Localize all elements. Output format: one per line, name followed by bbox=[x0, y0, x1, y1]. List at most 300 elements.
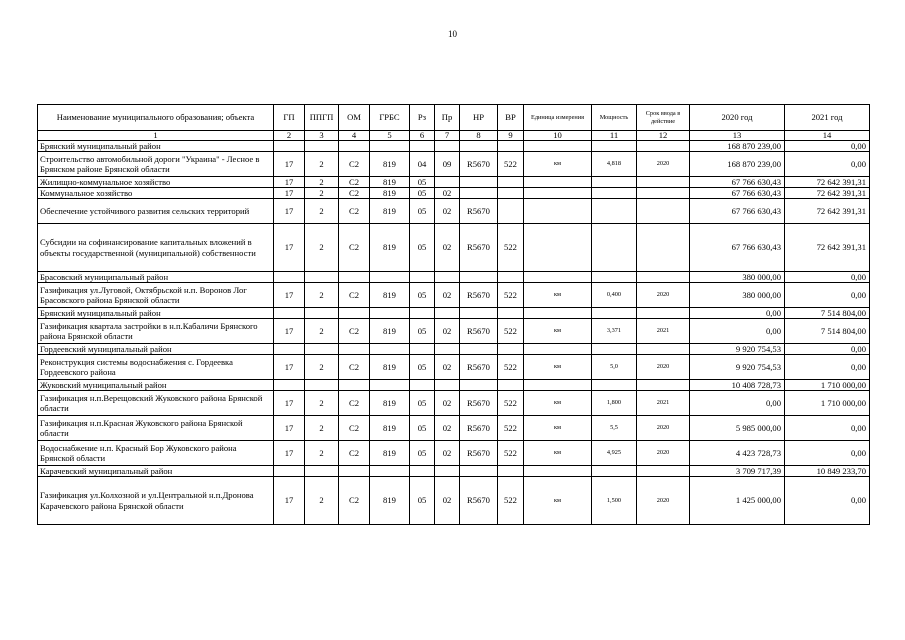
grbs-cell: 819 bbox=[370, 283, 410, 308]
rz-cell: 05 bbox=[410, 177, 435, 188]
unit-cell bbox=[524, 224, 592, 272]
unit-cell: км bbox=[524, 355, 592, 380]
grbs-cell: 819 bbox=[370, 199, 410, 224]
amount-2021-cell: 0,00 bbox=[785, 283, 870, 308]
capacity-cell: 4,818 bbox=[592, 152, 637, 177]
amount-2021-cell: 0,00 bbox=[785, 152, 870, 177]
vr-cell: 9 bbox=[498, 131, 524, 141]
om-cell: С2 bbox=[339, 441, 370, 466]
amount-2020-cell: 4 423 728,73 bbox=[690, 441, 785, 466]
om-cell bbox=[339, 272, 370, 283]
amount-2021-cell: 14 bbox=[785, 131, 870, 141]
grbs-cell: 819 bbox=[370, 441, 410, 466]
rz-cell bbox=[410, 272, 435, 283]
capacity-cell bbox=[592, 141, 637, 152]
amount-2021-cell: 0,00 bbox=[785, 141, 870, 152]
object-name-cell: Газификация н.п.Красная Жуковского района Брянской области bbox=[38, 416, 274, 441]
ppgp-cell bbox=[305, 308, 339, 319]
amount-2020-cell: 9 920 754,53 bbox=[690, 344, 785, 355]
commissioning-year-cell: 2020 bbox=[637, 416, 690, 441]
gp-cell bbox=[274, 380, 305, 391]
commissioning-year-cell bbox=[637, 466, 690, 477]
ppgp-cell: 2 bbox=[305, 416, 339, 441]
nr-cell bbox=[460, 141, 498, 152]
capacity-cell bbox=[592, 199, 637, 224]
pr-cell: 02 bbox=[435, 391, 460, 416]
ppgp-cell: ППГП bbox=[305, 105, 339, 131]
vr-cell bbox=[498, 380, 524, 391]
ppgp-cell bbox=[305, 141, 339, 152]
capacity-cell: 1,800 bbox=[592, 391, 637, 416]
amount-2021-cell: 0,00 bbox=[785, 344, 870, 355]
object-row bbox=[38, 152, 870, 177]
ppgp-cell bbox=[305, 466, 339, 477]
gp-cell: 17 bbox=[274, 188, 305, 199]
grbs-cell: 819 bbox=[370, 355, 410, 380]
amount-2020-cell: 10 408 728,73 bbox=[690, 380, 785, 391]
nr-cell: 8 bbox=[460, 131, 498, 141]
amount-2021-cell: 7 514 804,00 bbox=[785, 319, 870, 344]
rz-cell: 05 bbox=[410, 355, 435, 380]
grbs-cell: 5 bbox=[370, 131, 410, 141]
gp-cell bbox=[274, 141, 305, 152]
amount-2020-cell: 0,00 bbox=[690, 391, 785, 416]
unit-cell: км bbox=[524, 391, 592, 416]
unit-cell: км bbox=[524, 283, 592, 308]
amount-2020-cell: 380 000,00 bbox=[690, 272, 785, 283]
summary-row bbox=[38, 272, 870, 283]
object-row bbox=[38, 391, 870, 416]
om-cell: С2 bbox=[339, 355, 370, 380]
unit-cell: км bbox=[524, 416, 592, 441]
gp-cell bbox=[274, 466, 305, 477]
nr-cell bbox=[460, 344, 498, 355]
amount-2021-cell: 2021 год bbox=[785, 105, 870, 131]
amount-2021-cell: 10 849 233,70 bbox=[785, 466, 870, 477]
gp-cell bbox=[274, 272, 305, 283]
om-cell: С2 bbox=[339, 283, 370, 308]
om-cell: ОМ bbox=[339, 105, 370, 131]
rz-cell bbox=[410, 141, 435, 152]
amount-2020-cell: 67 766 630,43 bbox=[690, 188, 785, 199]
vr-cell bbox=[498, 344, 524, 355]
pr-cell bbox=[435, 141, 460, 152]
amount-2021-cell: 72 642 391,31 bbox=[785, 199, 870, 224]
amount-2021-cell: 1 710 000,00 bbox=[785, 391, 870, 416]
nr-cell: R5670 bbox=[460, 477, 498, 525]
object-name-cell: Субсидии на софинансирование капитальных вложений в объекты государственной (муниципальной) собственности bbox=[38, 224, 274, 272]
nr-cell bbox=[460, 380, 498, 391]
unit-cell bbox=[524, 344, 592, 355]
capacity-cell: 3,371 bbox=[592, 319, 637, 344]
vr-cell: 522 bbox=[498, 441, 524, 466]
amount-2020-cell: 67 766 630,43 bbox=[690, 199, 785, 224]
gp-cell: 17 bbox=[274, 441, 305, 466]
amount-2020-cell: 3 709 717,39 bbox=[690, 466, 785, 477]
commissioning-year-cell bbox=[637, 199, 690, 224]
object-name-cell: Наименование муниципального образования; объекта bbox=[38, 105, 274, 131]
amount-2020-cell: 5 985 000,00 bbox=[690, 416, 785, 441]
commissioning-year-cell: 2021 bbox=[637, 319, 690, 344]
grbs-cell bbox=[370, 344, 410, 355]
object-name-cell: Брасовский муниципальный район bbox=[38, 272, 274, 283]
vr-cell: 522 bbox=[498, 319, 524, 344]
summary-row bbox=[38, 177, 870, 188]
amount-2020-cell: 168 870 239,00 bbox=[690, 141, 785, 152]
om-cell: С2 bbox=[339, 152, 370, 177]
nr-cell: R5670 bbox=[460, 152, 498, 177]
grbs-cell bbox=[370, 141, 410, 152]
pr-cell: 02 bbox=[435, 355, 460, 380]
gp-cell bbox=[274, 308, 305, 319]
unit-cell bbox=[524, 177, 592, 188]
amount-2021-cell: 7 514 804,00 bbox=[785, 308, 870, 319]
unit-cell: км bbox=[524, 319, 592, 344]
commissioning-year-cell bbox=[637, 380, 690, 391]
ppgp-cell: 2 bbox=[305, 224, 339, 272]
grbs-cell: ГРБС bbox=[370, 105, 410, 131]
rz-cell: Рз bbox=[410, 105, 435, 131]
pr-cell: 7 bbox=[435, 131, 460, 141]
object-name-cell: Коммунальное хозяйство bbox=[38, 188, 274, 199]
vr-cell: 522 bbox=[498, 152, 524, 177]
object-name-cell: Газификация квартала застройки в н.п.Кабаличи Брянского района Брянской области bbox=[38, 319, 274, 344]
header-row bbox=[38, 105, 870, 131]
amount-2020-cell: 9 920 754,53 bbox=[690, 355, 785, 380]
om-cell bbox=[339, 380, 370, 391]
ppgp-cell bbox=[305, 272, 339, 283]
rz-cell: 05 bbox=[410, 199, 435, 224]
capacity-cell bbox=[592, 380, 637, 391]
commissioning-year-cell bbox=[637, 141, 690, 152]
nr-cell: R5670 bbox=[460, 283, 498, 308]
commissioning-year-cell: Срок ввода в действие bbox=[637, 105, 690, 131]
om-cell: 4 bbox=[339, 131, 370, 141]
gp-cell: 17 bbox=[274, 391, 305, 416]
vr-cell bbox=[498, 199, 524, 224]
gp-cell: ГП bbox=[274, 105, 305, 131]
commissioning-year-cell: 2020 bbox=[637, 441, 690, 466]
vr-cell: 522 bbox=[498, 416, 524, 441]
ppgp-cell bbox=[305, 380, 339, 391]
pr-cell: 02 bbox=[435, 319, 460, 344]
object-name-cell: Газификация ул.Луговой, Октябрьской н.п. Воронов Лог Брасовского района Брянской области bbox=[38, 283, 274, 308]
gp-cell: 17 bbox=[274, 477, 305, 525]
nr-cell: R5670 bbox=[460, 319, 498, 344]
vr-cell: 522 bbox=[498, 224, 524, 272]
rz-cell: 05 bbox=[410, 391, 435, 416]
object-name-cell: Обеспечение устойчивого развития сельских территорий bbox=[38, 199, 274, 224]
gp-cell: 2 bbox=[274, 131, 305, 141]
om-cell bbox=[339, 466, 370, 477]
amount-2020-cell: 0,00 bbox=[690, 308, 785, 319]
pr-cell: 02 bbox=[435, 188, 460, 199]
unit-cell: км bbox=[524, 441, 592, 466]
object-name-cell: Брянский муниципальный район bbox=[38, 308, 274, 319]
pr-cell: 09 bbox=[435, 152, 460, 177]
om-cell: С2 bbox=[339, 224, 370, 272]
gp-cell: 17 bbox=[274, 416, 305, 441]
rz-cell: 05 bbox=[410, 319, 435, 344]
commissioning-year-cell bbox=[637, 344, 690, 355]
amount-2021-cell: 0,00 bbox=[785, 477, 870, 525]
rz-cell bbox=[410, 466, 435, 477]
capacity-cell: 1,500 bbox=[592, 477, 637, 525]
grbs-cell: 819 bbox=[370, 188, 410, 199]
summary-row bbox=[38, 344, 870, 355]
ppgp-cell: 2 bbox=[305, 283, 339, 308]
nr-cell bbox=[460, 308, 498, 319]
ppgp-cell: 2 bbox=[305, 355, 339, 380]
ppgp-cell: 3 bbox=[305, 131, 339, 141]
pr-cell: 02 bbox=[435, 199, 460, 224]
object-name-cell: Гордеевский муниципальный район bbox=[38, 344, 274, 355]
ppgp-cell: 2 bbox=[305, 477, 339, 525]
pr-cell: 02 bbox=[435, 224, 460, 272]
amount-2021-cell: 1 710 000,00 bbox=[785, 380, 870, 391]
object-name-cell: Строительство автомобильной дороги "Украина" - Лесное в Брянском районе Брянской области bbox=[38, 152, 274, 177]
nr-cell: R5670 bbox=[460, 355, 498, 380]
object-name-cell: Реконструкция системы водоснабжения с. Гордеевка Гордеевского района bbox=[38, 355, 274, 380]
capacity-cell: 5,0 bbox=[592, 355, 637, 380]
capacity-cell bbox=[592, 466, 637, 477]
pr-cell bbox=[435, 272, 460, 283]
nr-cell: НР bbox=[460, 105, 498, 131]
amount-2021-cell: 0,00 bbox=[785, 355, 870, 380]
amount-2020-cell: 67 766 630,43 bbox=[690, 224, 785, 272]
ppgp-cell: 2 bbox=[305, 441, 339, 466]
rz-cell: 05 bbox=[410, 224, 435, 272]
unit-cell bbox=[524, 141, 592, 152]
nr-cell: R5670 bbox=[460, 199, 498, 224]
object-name-cell: Газификация н.п.Верещовский Жуковского района Брянской области bbox=[38, 391, 274, 416]
vr-cell bbox=[498, 466, 524, 477]
rz-cell: 05 bbox=[410, 441, 435, 466]
unit-cell: км bbox=[524, 477, 592, 525]
object-row bbox=[38, 199, 870, 224]
grbs-cell bbox=[370, 466, 410, 477]
pr-cell: 02 bbox=[435, 477, 460, 525]
vr-cell: 522 bbox=[498, 477, 524, 525]
ppgp-cell: 2 bbox=[305, 319, 339, 344]
grbs-cell: 819 bbox=[370, 477, 410, 525]
capacity-cell: 4,925 bbox=[592, 441, 637, 466]
capacity-cell bbox=[592, 344, 637, 355]
om-cell: С2 bbox=[339, 391, 370, 416]
commissioning-year-cell: 2020 bbox=[637, 283, 690, 308]
nr-cell: R5670 bbox=[460, 224, 498, 272]
nr-cell: R5670 bbox=[460, 391, 498, 416]
om-cell: С2 bbox=[339, 319, 370, 344]
summary-row bbox=[38, 466, 870, 477]
gp-cell: 17 bbox=[274, 355, 305, 380]
object-row bbox=[38, 319, 870, 344]
om-cell: С2 bbox=[339, 477, 370, 525]
amount-2021-cell: 0,00 bbox=[785, 441, 870, 466]
ppgp-cell: 2 bbox=[305, 177, 339, 188]
grbs-cell bbox=[370, 272, 410, 283]
ppgp-cell: 2 bbox=[305, 199, 339, 224]
amount-2021-cell: 72 642 391,31 bbox=[785, 188, 870, 199]
vr-cell: 522 bbox=[498, 355, 524, 380]
unit-cell: 10 bbox=[524, 131, 592, 141]
ppgp-cell: 2 bbox=[305, 188, 339, 199]
grbs-cell: 819 bbox=[370, 224, 410, 272]
pr-cell bbox=[435, 466, 460, 477]
vr-cell: 522 bbox=[498, 283, 524, 308]
om-cell: С2 bbox=[339, 416, 370, 441]
commissioning-year-cell bbox=[637, 177, 690, 188]
gp-cell: 17 bbox=[274, 177, 305, 188]
rz-cell: 04 bbox=[410, 152, 435, 177]
capacity-cell: 5,5 bbox=[592, 416, 637, 441]
nr-cell: R5670 bbox=[460, 441, 498, 466]
amount-2020-cell: 2020 год bbox=[690, 105, 785, 131]
gp-cell: 17 bbox=[274, 319, 305, 344]
commissioning-year-cell: 2020 bbox=[637, 477, 690, 525]
om-cell bbox=[339, 141, 370, 152]
object-row bbox=[38, 416, 870, 441]
capacity-cell bbox=[592, 272, 637, 283]
gp-cell: 17 bbox=[274, 283, 305, 308]
unit-cell bbox=[524, 199, 592, 224]
grbs-cell: 819 bbox=[370, 177, 410, 188]
capacity-cell bbox=[592, 177, 637, 188]
gp-cell bbox=[274, 344, 305, 355]
om-cell: С2 bbox=[339, 188, 370, 199]
object-name-cell: 1 bbox=[38, 131, 274, 141]
amount-2021-cell: 0,00 bbox=[785, 272, 870, 283]
grbs-cell: 819 bbox=[370, 319, 410, 344]
amount-2020-cell: 380 000,00 bbox=[690, 283, 785, 308]
om-cell: С2 bbox=[339, 177, 370, 188]
nr-cell: R5670 bbox=[460, 416, 498, 441]
rz-cell: 05 bbox=[410, 416, 435, 441]
commissioning-year-cell: 2021 bbox=[637, 391, 690, 416]
unit-cell bbox=[524, 308, 592, 319]
amount-2020-cell: 1 425 000,00 bbox=[690, 477, 785, 525]
grbs-cell bbox=[370, 308, 410, 319]
object-name-cell: Брянский муниципальный район bbox=[38, 141, 274, 152]
unit-cell: км bbox=[524, 152, 592, 177]
vr-cell bbox=[498, 272, 524, 283]
unit-cell bbox=[524, 188, 592, 199]
amount-2021-cell: 72 642 391,31 bbox=[785, 177, 870, 188]
pr-cell bbox=[435, 308, 460, 319]
table-body bbox=[38, 141, 870, 525]
unit-cell bbox=[524, 466, 592, 477]
summary-row bbox=[38, 380, 870, 391]
object-name-cell: Жилищно-коммунальное хозяйство bbox=[38, 177, 274, 188]
nr-cell bbox=[460, 177, 498, 188]
capacity-cell bbox=[592, 224, 637, 272]
ppgp-cell: 2 bbox=[305, 152, 339, 177]
om-cell bbox=[339, 344, 370, 355]
summary-row bbox=[38, 308, 870, 319]
amount-2020-cell: 0,00 bbox=[690, 319, 785, 344]
rz-cell bbox=[410, 308, 435, 319]
unit-cell: Единица измерения bbox=[524, 105, 592, 131]
om-cell: С2 bbox=[339, 199, 370, 224]
ppgp-cell: 2 bbox=[305, 391, 339, 416]
gp-cell: 17 bbox=[274, 224, 305, 272]
capacity-cell bbox=[592, 308, 637, 319]
summary-row bbox=[38, 141, 870, 152]
pr-cell bbox=[435, 380, 460, 391]
pr-cell: 02 bbox=[435, 416, 460, 441]
commissioning-year-cell bbox=[637, 224, 690, 272]
commissioning-year-cell bbox=[637, 188, 690, 199]
commissioning-year-cell: 12 bbox=[637, 131, 690, 141]
amount-2021-cell: 0,00 bbox=[785, 416, 870, 441]
object-name-cell: Газификация ул.Колхозной и ул.Центральной н.п.Дронова Карачевского района Брянской области bbox=[38, 477, 274, 525]
pr-cell: 02 bbox=[435, 441, 460, 466]
pr-cell: Пр bbox=[435, 105, 460, 131]
amount-2020-cell: 67 766 630,43 bbox=[690, 177, 785, 188]
grbs-cell: 819 bbox=[370, 416, 410, 441]
commissioning-year-cell bbox=[637, 308, 690, 319]
vr-cell: 522 bbox=[498, 391, 524, 416]
grbs-cell: 819 bbox=[370, 391, 410, 416]
rz-cell: 05 bbox=[410, 283, 435, 308]
rz-cell: 05 bbox=[410, 477, 435, 525]
unit-cell bbox=[524, 272, 592, 283]
rz-cell bbox=[410, 380, 435, 391]
vr-cell bbox=[498, 308, 524, 319]
amount-2021-cell: 72 642 391,31 bbox=[785, 224, 870, 272]
gp-cell: 17 bbox=[274, 152, 305, 177]
grbs-cell: 819 bbox=[370, 152, 410, 177]
object-name-cell: Карачевский муниципальный район bbox=[38, 466, 274, 477]
amount-2020-cell: 13 bbox=[690, 131, 785, 141]
gp-cell: 17 bbox=[274, 199, 305, 224]
vr-cell: ВР bbox=[498, 105, 524, 131]
rz-cell bbox=[410, 344, 435, 355]
nr-cell bbox=[460, 272, 498, 283]
column-number-row bbox=[38, 131, 870, 141]
object-row bbox=[38, 477, 870, 525]
page-number: 10 bbox=[448, 29, 457, 39]
vr-cell bbox=[498, 141, 524, 152]
object-row bbox=[38, 355, 870, 380]
nr-cell bbox=[460, 466, 498, 477]
commissioning-year-cell: 2020 bbox=[637, 355, 690, 380]
grbs-cell bbox=[370, 380, 410, 391]
capacity-cell: Мощность bbox=[592, 105, 637, 131]
object-row bbox=[38, 283, 870, 308]
om-cell bbox=[339, 308, 370, 319]
object-row bbox=[38, 224, 870, 272]
pr-cell: 02 bbox=[435, 283, 460, 308]
object-name-cell: Жуковский муниципальный район bbox=[38, 380, 274, 391]
pr-cell bbox=[435, 344, 460, 355]
ppgp-cell bbox=[305, 344, 339, 355]
summary-row bbox=[38, 188, 870, 199]
vr-cell bbox=[498, 177, 524, 188]
rz-cell: 6 bbox=[410, 131, 435, 141]
commissioning-year-cell: 2020 bbox=[637, 152, 690, 177]
budget-table bbox=[37, 104, 870, 525]
pr-cell bbox=[435, 177, 460, 188]
object-row bbox=[38, 441, 870, 466]
object-name-cell: Водоснабжение н.п. Красный Бор Жуковского района Брянской области bbox=[38, 441, 274, 466]
capacity-cell bbox=[592, 188, 637, 199]
nr-cell bbox=[460, 188, 498, 199]
commissioning-year-cell bbox=[637, 272, 690, 283]
capacity-cell: 0,400 bbox=[592, 283, 637, 308]
capacity-cell: 11 bbox=[592, 131, 637, 141]
amount-2020-cell: 168 870 239,00 bbox=[690, 152, 785, 177]
